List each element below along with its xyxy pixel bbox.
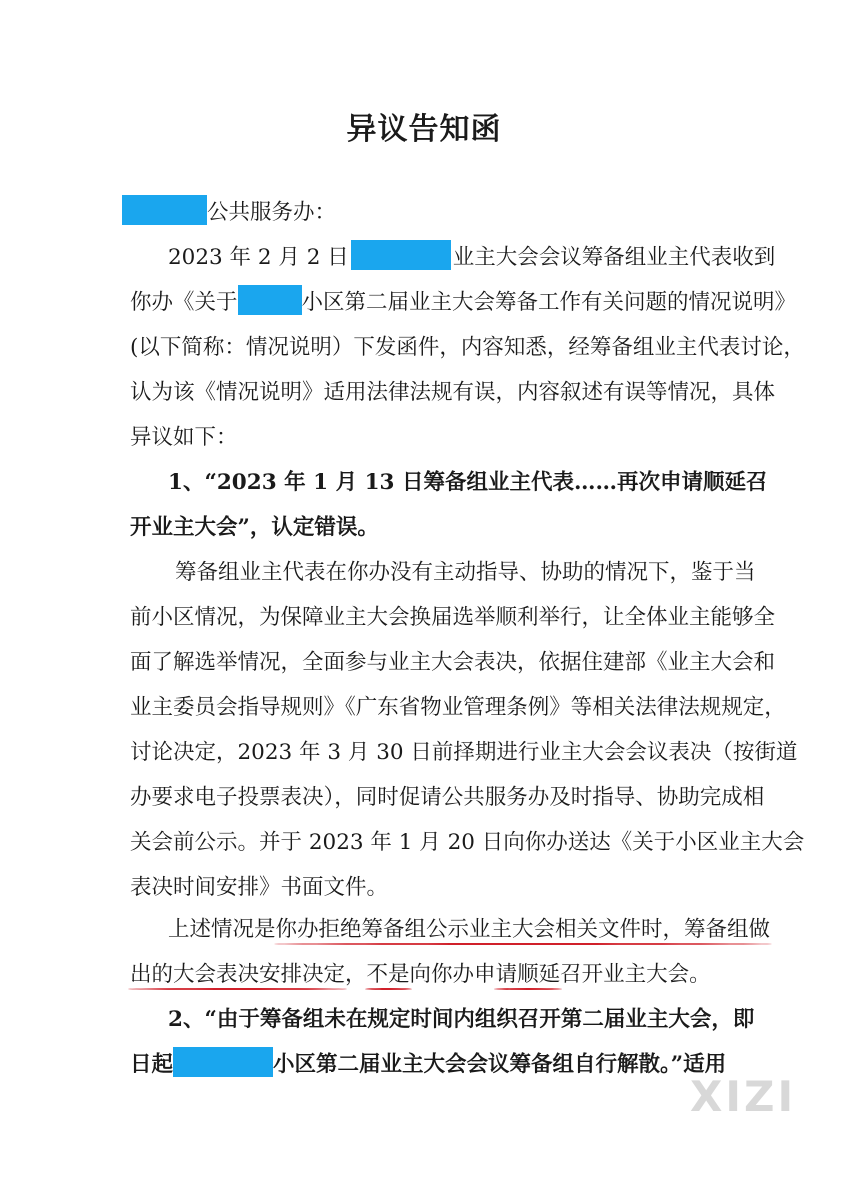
- paragraph-line: [130, 283, 797, 323]
- text-span: 你办《关于: [130, 290, 238, 315]
- text-span: 2023 年 2 月 2 日: [168, 245, 349, 270]
- text-span: 上述情况是: [168, 917, 276, 942]
- paragraph-line: 业主委员会指导规则》《广东省物业管理条例》等相关法律法规规定，: [130, 695, 786, 720]
- underlined-text: 请顺延: [495, 962, 561, 987]
- item-heading: 开业主大会”，认定错误。: [130, 515, 379, 540]
- paragraph-line: 认为该《情况说明》适用法律法规有误，内容叙述有误等情况，具体: [130, 380, 776, 405]
- paragraph-line: [130, 955, 730, 995]
- paragraph-line: 面了解选举情况，全面参与业主大会表决，依据住建部《业主大会和: [130, 650, 776, 675]
- paragraph-line: 关会前公示。并于 2023 年 1 月 20 日向你办送达《关于小区业主大会: [130, 830, 805, 855]
- item-heading: [130, 1045, 730, 1085]
- text-span: 业主大会会议筹备组业主代表收到: [452, 245, 776, 270]
- text-span: 召开业主大会。: [560, 962, 711, 987]
- paragraph-line: 筹备组业主代表在你办没有主动指导、协助的情况下，鉴于当: [175, 560, 756, 585]
- text-span: 小区第二届业主大会筹备工作有关问题的情况说明》: [301, 290, 797, 315]
- underlined-text: 你办拒绝筹备组公示业主大会相关文件时，筹备组做: [275, 917, 771, 942]
- text-span: 向你办申: [409, 962, 496, 987]
- salutation: [122, 193, 722, 233]
- text-span: 日起: [130, 1052, 174, 1077]
- underlined-text: 不是: [366, 962, 410, 987]
- salutation-text: 公共服务办：: [207, 200, 337, 225]
- watermark-logo: XIZI: [690, 1072, 797, 1121]
- item-heading: 1、“2023 年 1 月 13 日筹备组业主代表……再次申请顺延召: [168, 470, 768, 495]
- paragraph-line: 异议如下：: [130, 425, 238, 450]
- redaction-block: [173, 1047, 273, 1077]
- redaction-block: [238, 285, 302, 315]
- text-span: 小区第二届业主大会会议筹备组自行解散。”适用: [273, 1052, 727, 1077]
- paragraph-line: 表决时间安排》书面文件。: [130, 875, 389, 900]
- document-title: 异议告知函: [346, 112, 502, 147]
- paragraph-line: (以下简称：情况说明）下发函件，内容知悉，经筹备组业主代表讨论，: [130, 335, 805, 360]
- paragraph-line: 前小区情况，为保障业主大会换届选举顺利举行，让全体业主能够全: [130, 605, 776, 630]
- paragraph-line: 讨论决定，2023 年 3 月 30 日前择期进行业主大会会议表决（按街道: [130, 740, 798, 765]
- paragraph-line: [168, 238, 776, 278]
- underlined-text: 出的大会表决安排决定: [130, 962, 346, 987]
- paragraph-line: 办要求电子投票表决），同时促请公共服务办及时指导、协助完成相: [130, 785, 765, 810]
- redaction-block: [351, 240, 451, 270]
- paragraph-line: [168, 910, 771, 950]
- text-span: ，: [345, 962, 367, 987]
- item-heading: 2、“由于筹备组未在规定时间内组织召开第二届业主大会，即: [168, 1007, 755, 1032]
- redaction-block: [122, 195, 207, 225]
